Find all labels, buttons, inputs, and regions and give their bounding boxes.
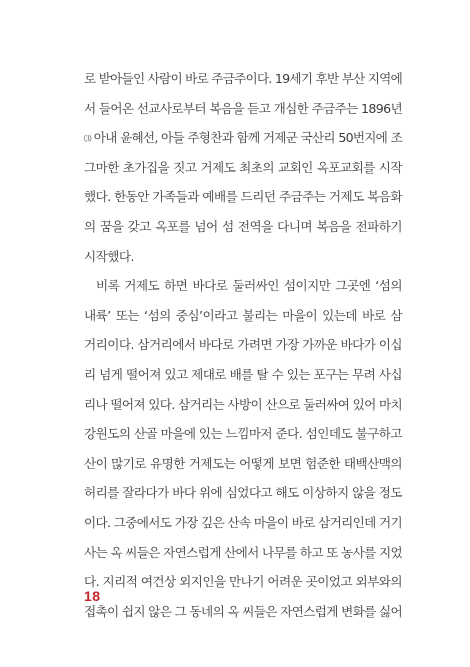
text-line: 사는 옥 씨들은 자연스럽게 산에서 나무를 하고 또 농사를 지었: [84, 544, 403, 560]
text-line: 다. 지리적 여건상 외지인을 만나기 어려운 곳이었고 외부와의: [84, 574, 403, 590]
text-line: 의 꿈을 갖고 옥포를 넘어 섬 전역을 다니며 복음을 전파하기: [84, 218, 402, 234]
page-number: 18: [84, 588, 101, 604]
text-line: 서 들어온 선교사로부터 복음을 듣고 개심한 주금주는 1896년: [84, 100, 402, 116]
text-line: 그마한 초가집을 짓고 거제도 최초의 교회인 옥포교회를 시작: [84, 159, 402, 175]
footnote-marker: ⑶: [84, 134, 92, 144]
text-line: 리 넘게 떨어져 있고 제대로 배를 탈 수 있는 포구는 무려 사십: [84, 366, 402, 382]
text-line: 내륙’ 또는 ‘섬의 중심’이라고 불리는 마을이 있는데 바로 삼: [84, 307, 402, 323]
text-line: 산이 많기로 유명한 거제도는 어떻게 보면 험준한 태백산맥의: [84, 455, 402, 471]
text-line: 이다. 그중에서도 가장 깊은 산속 마을이 바로 삼거리인데 거기: [84, 514, 403, 530]
body-text: [84, 64, 402, 626]
text-line: 강원도의 산골 마을에 있는 느낌마저 준다. 섬인데도 불구하고: [84, 426, 403, 442]
text-line: 접촉이 쉽지 않은 그 동네의 옥 씨들은 자연스럽게 변화를 싫어: [84, 603, 403, 619]
paragraph-first-line: 비록 거제도 하면 바다로 둘러싸인 섬이지만 그곳엔 ‘섬의: [96, 278, 402, 294]
text-line: 시작했다.: [84, 248, 134, 264]
text-line: 거리이다. 삼거리에서 바다로 가려면 가장 가까운 바다가 이십: [84, 337, 403, 353]
text-line: 아내 윤혜선, 아들 주형찬과 함께 거제군 국산리 50번지에 조: [93, 130, 403, 146]
text-line: 허리를 잘라다가 바다 위에 심었다고 해도 이상하지 않을 정도: [84, 485, 403, 501]
text-line: 했다. 한동안 가족들과 예배를 드리던 주금주는 거제도 복음화: [84, 189, 403, 205]
text-line: 로 받아들인 사람이 바로 주금주이다. 19세기 후반 부산 지역에: [84, 71, 402, 86]
text-line: 리나 떨어져 있다. 삼거리는 사방이 산으로 둘러싸여 있어 마치: [84, 396, 403, 412]
text-line-with-footnote: [84, 123, 402, 153]
